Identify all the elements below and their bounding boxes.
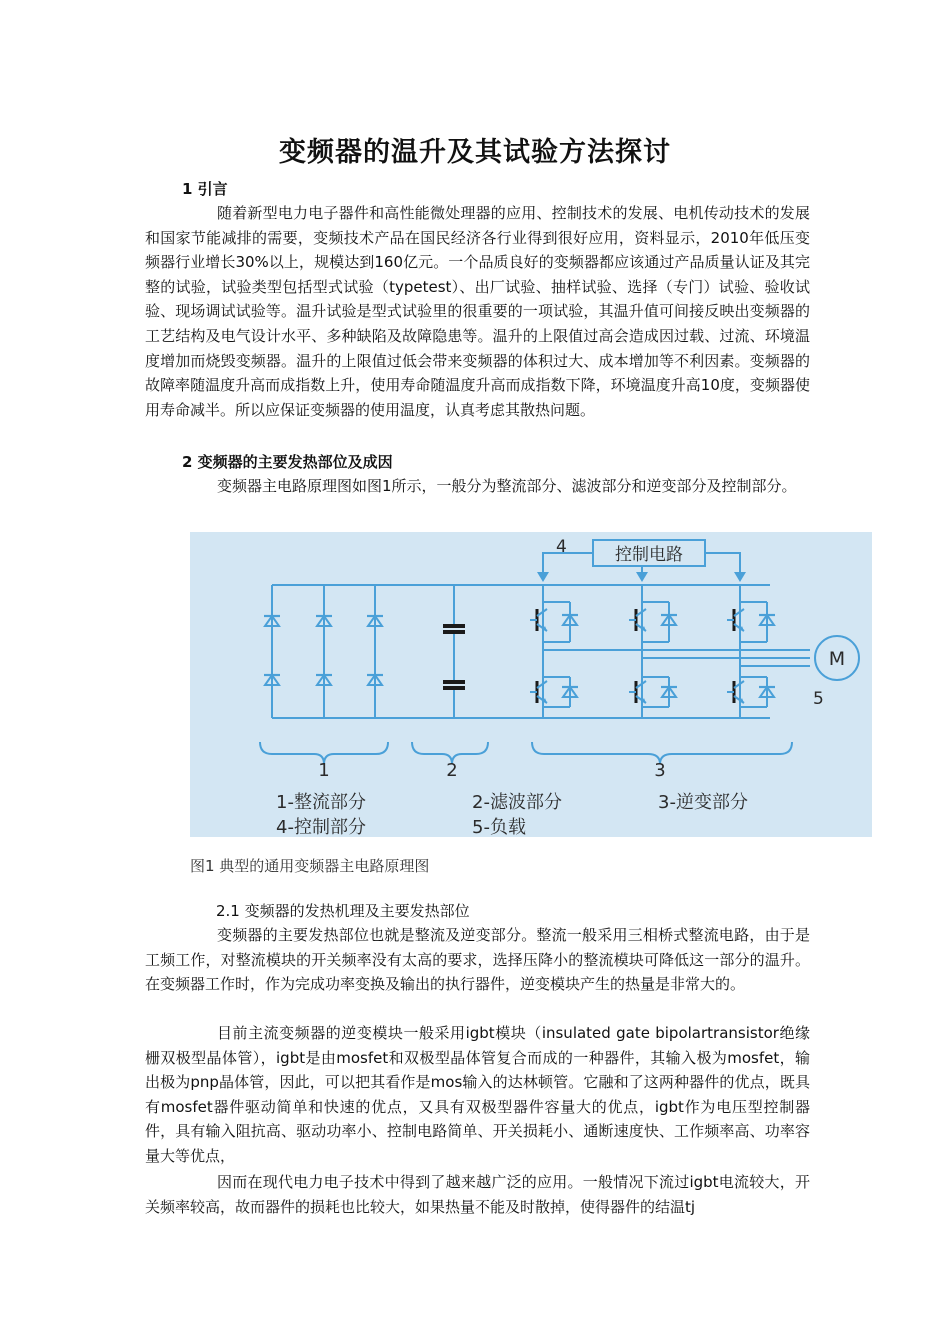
main-circuit-figure <box>190 532 872 837</box>
section-1-heading: 1 引言 <box>182 180 228 198</box>
motor-label: M <box>828 648 846 670</box>
legend-control: 4-控制部分 <box>276 817 366 837</box>
page-title: 变频器的温升及其试验方法探讨 <box>279 137 671 168</box>
section-2-1-paragraph-1: 变频器的主要发热部位也就是整流及逆变部分。整流一般采用三相桥式整流电路，由于是工频工作，对整流模块的开关频率没有太高的要求，选择压降小的整流模块可降低这一部分的温升。在变频器工作时，作为完成功率变换及输出的执行器件，逆变模块产生的热量是非常大的。 <box>145 926 810 994</box>
legend-rectifier: 1-整流部分 <box>276 792 366 813</box>
section-2-heading: 2 变频器的主要发热部位及成因 <box>182 453 393 471</box>
legend-filter: 2-滤波部分 <box>472 792 562 813</box>
label-5: 5 <box>813 689 824 709</box>
brace-label-1: 1 <box>318 760 330 781</box>
brace-label-2: 2 <box>446 760 458 781</box>
section-2-1-heading: 2.1 变频器的发热机理及主要发热部位 <box>216 902 470 920</box>
section-2-1-paragraph-3: 因而在现代电力电子技术中得到了越来越广泛的应用。一般情况下流过igbt电流较大，开关频率较高，故而器件的损耗也比较大，如果热量不能及时散掉，使得器件的结温tj <box>145 1173 810 1216</box>
legend-inverter: 3-逆变部分 <box>658 792 748 813</box>
section-2-1-paragraph-2: 目前主流变频器的逆变模块一般采用igbt模块（insulated gate bipolartransistor绝缘栅双极型晶体管），igbt是由mosfet和双极型晶体管复合而成的一种器件，其输入极为mosfet，输出极为pnp晶体管，因此，可以把其看作是mos输入的达林顿管。它融和了这两种器件的优点，既具有mosfet器件驱动简单和快速的优点，又具有双极型器件容量大的优点，igbt作为电压型控制器件，具有输入阻抗高、驱动功率小、控制电路简单、开关损耗小、通断速度快、工作频率高、功率容量大等优点， <box>145 1024 810 1165</box>
control-circuit-label: 控制电路 <box>615 545 683 565</box>
legend-load: 5-负载 <box>472 817 526 837</box>
figure-caption: 图1 典型的通用变频器主电路原理图 <box>190 857 430 875</box>
section-2-paragraph: 变频器主电路原理图如图1所示，一般分为整流部分、滤波部分和逆变部分及控制部分。 <box>217 477 797 495</box>
brace-label-3: 3 <box>654 760 666 781</box>
label-4-top: 4 <box>556 537 567 557</box>
section-1-paragraph: 随着新型电力电子器件和高性能微处理器的应用、控制技术的发展、电机传动技术的发展和国家节能减排的需要，变频技术产品在国民经济各行业得到很好应用，资料显示，2010年低压变频器行业增长30%以上，规模达到160亿元。一个品质良好的变频器都应该通过产品质量认证及其完整的试验，试验类型包括型式试验（typetest）、出厂试验、抽样试验、选择（专门）试验、验收试验、现场调试试验等。温升试验是型式试验里的很重要的一项试验，其温升值可间接反映出变频器的工艺结构及电气设计水平、多种缺陷及故障隐患等。温升的上限值过高会造成因过载、过流、环境温度增加而烧毁变频器。温升的上限值过低会带来变频器的体积过大、成本增加等不利因素。变频器的故障率随温度升高而成指数上升，使用寿命随温度升高而成指数下降，环境温度升高10度，变频器使用寿命减半。所以应保证变频器的使用温度，认真考虑其散热问题。 <box>145 204 810 419</box>
